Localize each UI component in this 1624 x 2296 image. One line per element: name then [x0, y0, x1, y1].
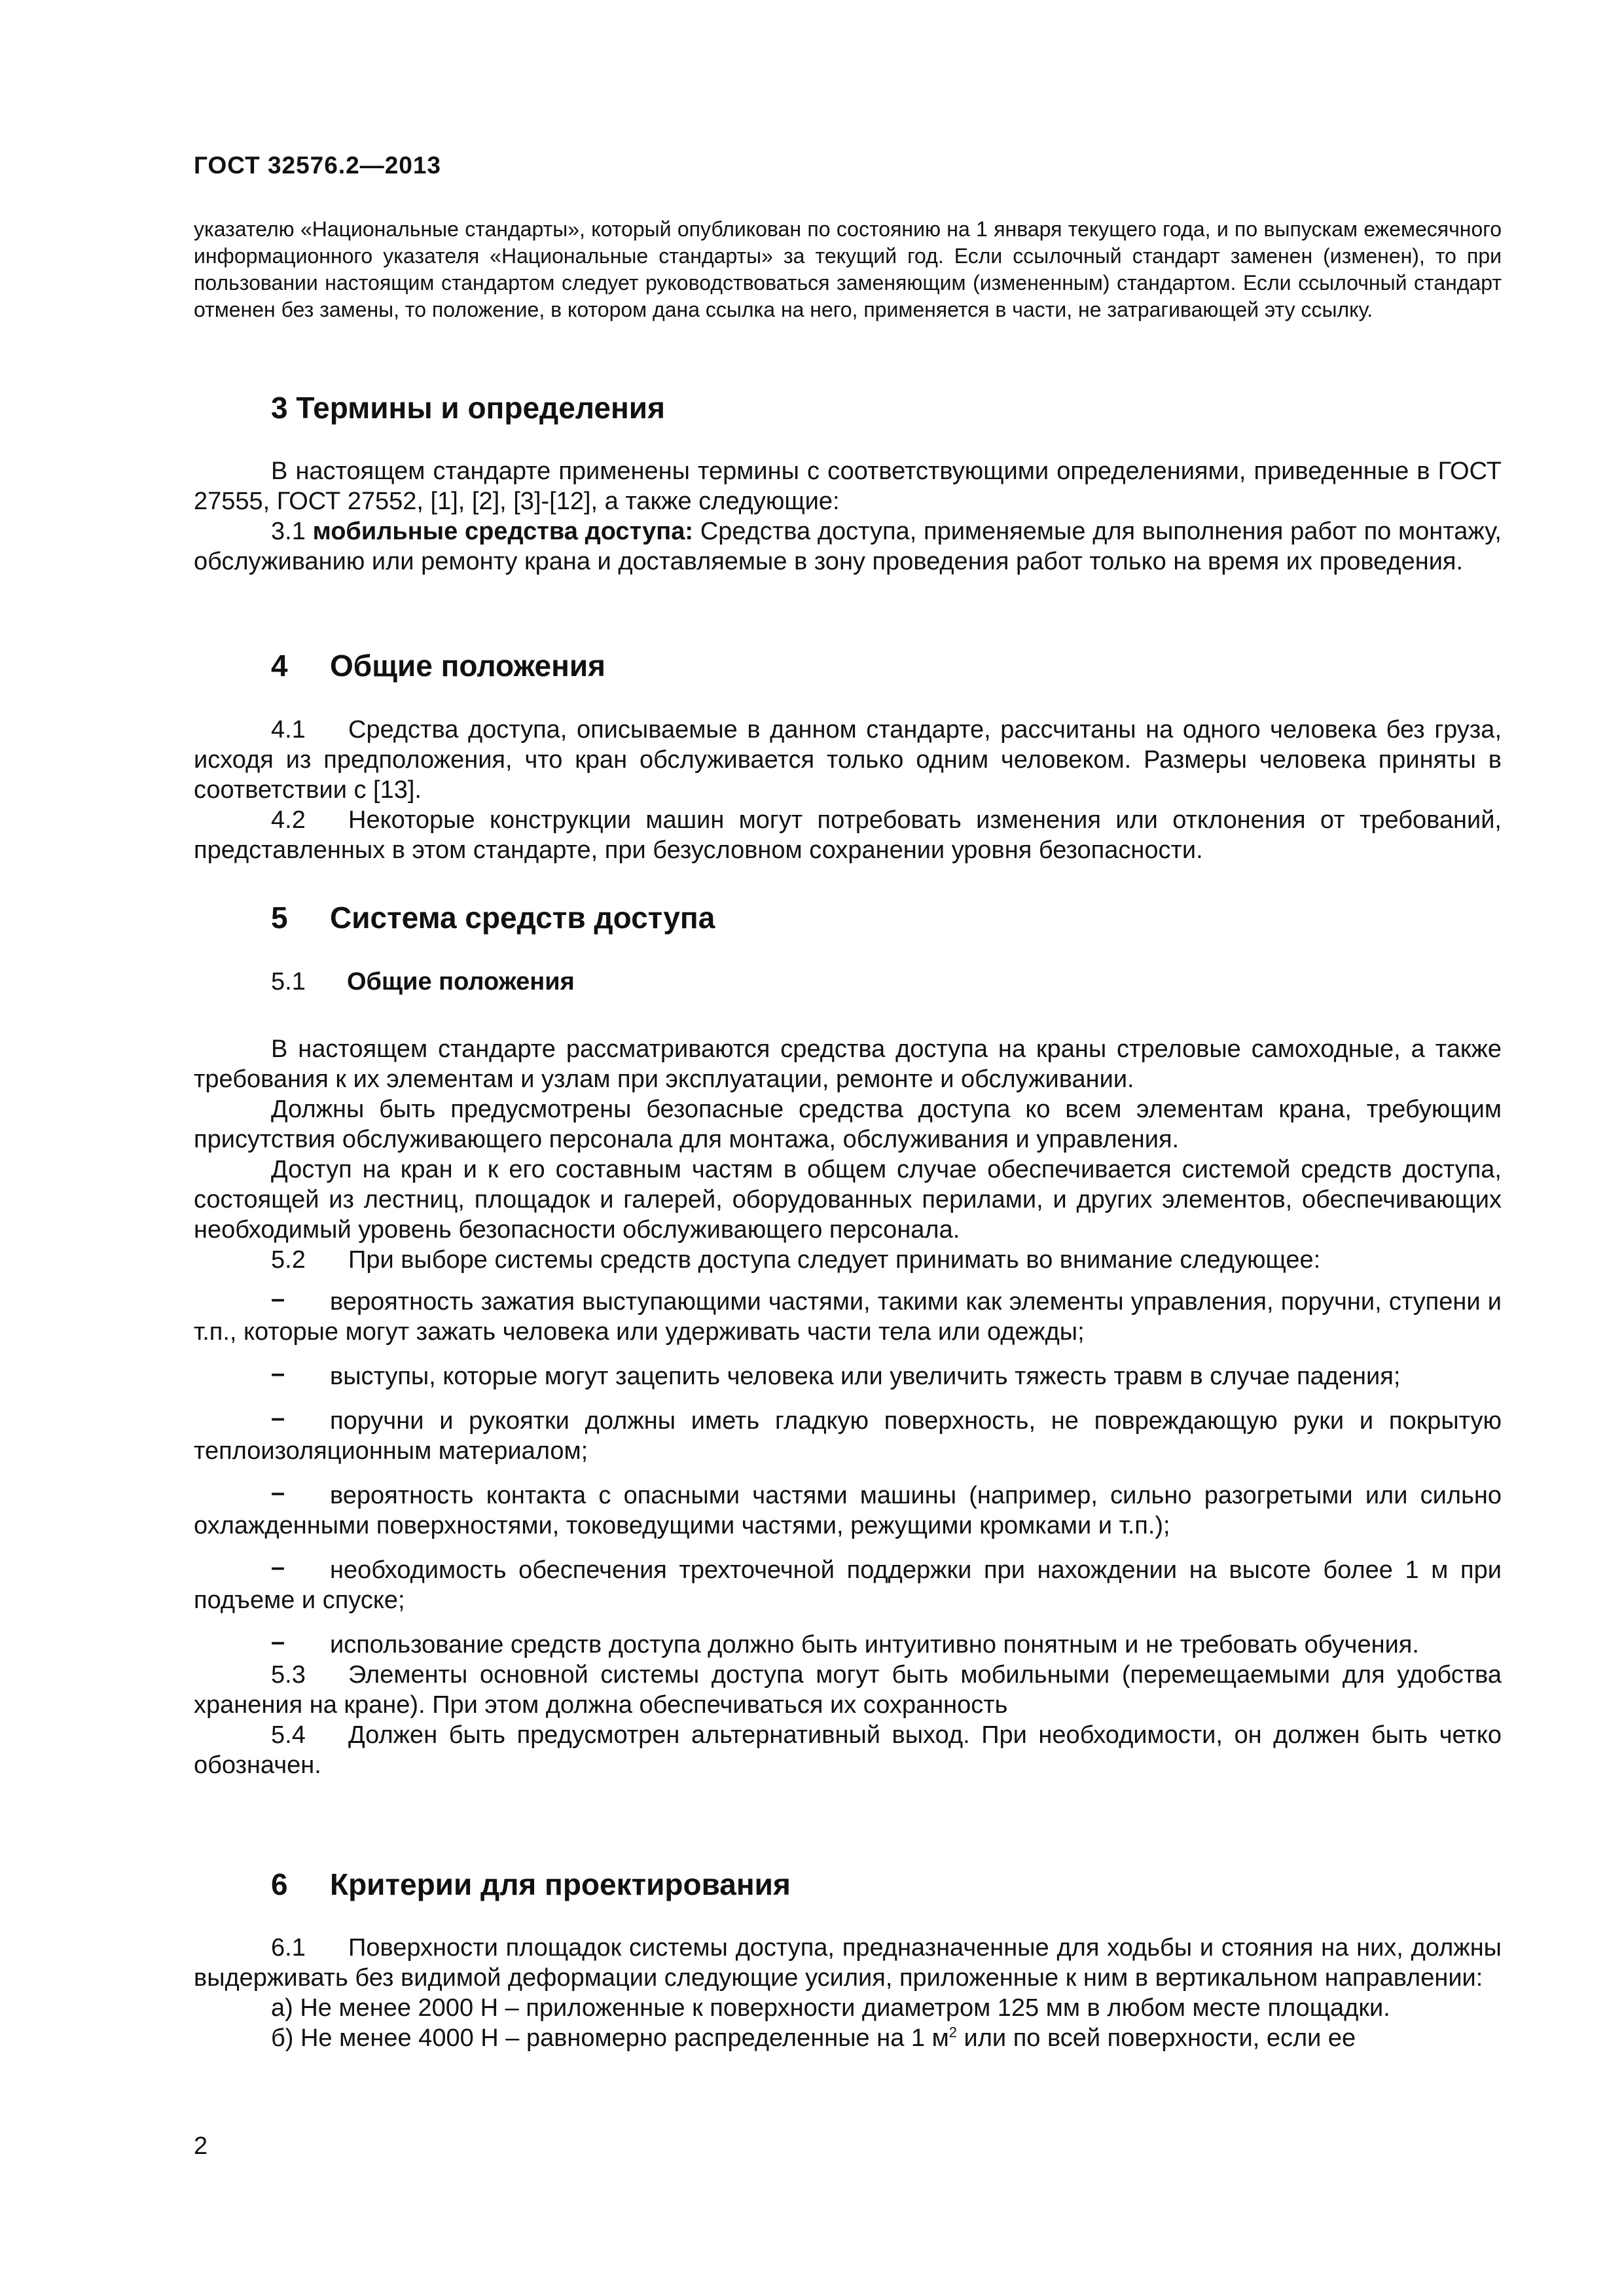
clause-text: Поверхности площадок системы доступа, предназначенные для ходьбы и стояния на них, должны выдерживать без видимой деформации следующие усилия, приложенные к ним в вертикальном направлении:	[194, 1934, 1502, 1992]
section-5-number: 5	[271, 901, 288, 935]
section-4-body	[194, 715, 1502, 865]
clause-text: При выборе системы средств доступа следует принимать во внимание следующее:	[348, 1246, 1321, 1274]
dash-marker: –	[271, 1285, 285, 1313]
item-b-text-end: или по всей поверхности, если ее	[956, 2024, 1356, 2052]
section-3-paragraph: В настоящем стандарте применены термины с соответствующими определениями, приведенные в ГОСТ 27555, ГОСТ 27552, [1], [2], [3]-[12], а также следующие:	[194, 457, 1502, 515]
dash-marker: –	[271, 1628, 285, 1656]
dash-marker: –	[271, 1405, 285, 1432]
clause-5-2	[194, 1245, 1502, 1275]
list-item-text: использование средств доступа должно быть интуитивно понятным и не требовать обучения.	[330, 1631, 1419, 1659]
list-item-text: выступы, которые могут зацепить человека или увеличить тяжесть травм в случае падения;	[330, 1363, 1401, 1390]
section-6-title: Критерии для проектирования	[330, 1867, 791, 1901]
clause-text: Некоторые конструкции машин могут потребовать изменения или отклонения от требований, представленных в этом стандарте, при безусловном сохранении уровня безопасности.	[194, 806, 1502, 864]
list-item	[194, 1480, 1502, 1541]
list-item-text: поручни и рукоятки должны иметь гладкую поверхность, не повреждающую руки и покрытую теплоизоляционным материалом;	[194, 1407, 1502, 1465]
clause-5-4	[194, 1720, 1502, 1780]
clause-5-3	[194, 1660, 1502, 1720]
section-5-title: Система средств доступа	[330, 901, 715, 935]
section-4-number: 4	[271, 649, 288, 683]
list-item-b	[194, 2023, 1502, 2053]
list-item	[194, 1287, 1502, 1347]
clause-4-2	[194, 805, 1502, 865]
section-5-paragraph: Должны быть предусмотрены безопасные средства доступа ко всем элементам крана, требующим присутствия обслуживающего персонала для монтажа, обслуживания и управления.	[194, 1096, 1502, 1153]
document-code-header: ГОСТ 32576.2—2013	[194, 152, 442, 179]
section-3-heading: 3 Термины и определения	[271, 391, 665, 425]
clause-text: Средства доступа, описываемые в данном стандарте, рассчитаны на одного человека без груза, исходя из предположения, что кран обслуживается только одним человеком. Размеры человека приняты в соответствии с [13].	[194, 716, 1502, 804]
section-5-paragraph: Доступ на кран и к его составным частям в общем случае обеспечивается системой средств доступа, состоящей из лестниц, площадок и галерей, оборудованных перилами, и других элементов, обеспечивающих необходимый уровень безопасности обслуживающего персонала.	[194, 1156, 1502, 1244]
dash-marker: –	[271, 1554, 285, 1581]
section-3-body	[194, 456, 1502, 577]
clause-number: 5.2	[271, 1246, 306, 1274]
section-4-title: Общие положения	[330, 649, 605, 683]
list-item	[194, 1406, 1502, 1466]
clause-number: 4.2	[271, 806, 306, 834]
clause-text: Элементы основной системы доступа могут быть мобильными (перемещаемыми для удобства хранения на кране). При этом должна обеспечиваться их сохранность	[194, 1661, 1502, 1719]
list-item	[194, 1630, 1502, 1660]
section-5-heading	[271, 900, 715, 935]
section-5-paragraph: В настоящем стандарте рассматриваются средства доступа на краны стреловые самоходные, а также требования к их элементам и узлам при эксплуатации, ремонте и обслуживании.	[194, 1035, 1502, 1093]
section-5-body	[194, 1034, 1502, 1780]
list-item-text: вероятность зажатия выступающими частями, такими как элементы управления, поручни, ступени и т.п., которые могут зажать человека или удерживать части тела или одежды;	[194, 1288, 1502, 1346]
section-6-heading	[271, 1867, 791, 1902]
list-item	[194, 1555, 1502, 1615]
list-item	[194, 1361, 1502, 1391]
clause-6-1	[194, 1933, 1502, 1993]
section-6-body	[194, 1933, 1502, 2053]
section-4-heading	[271, 648, 605, 683]
list-item-text: необходимость обеспечения трехточечной поддержки при нахождении на высоте более 1 м при подъеме и спуске;	[194, 1556, 1502, 1614]
clause-number: 6.1	[271, 1934, 306, 1962]
subsection-number: 5.1	[271, 968, 306, 996]
term-3-1	[194, 516, 1502, 577]
clause-text: Должен быть предусмотрен альтернативный выход. При необходимости, он должен быть четко обозначен.	[194, 1721, 1502, 1779]
section-6-number: 6	[271, 1867, 288, 1901]
clause-number: 4.1	[271, 716, 306, 744]
intro-paragraph: указателю «Национальные стандарты», который опубликован по состоянию на 1 января текущего года, и по выпускам ежемесячного информационного указателя «Национальные стандарты» за текущий год. Если ссылочный стандарт заменен (изменен), то при пользовании настоящим стандартом следует руководствоваться заменяющим (измененным) стандартом. Если ссылочный стандарт отменен без замены, то положение, в котором дана ссылка на него, применяется в части, не затрагивающей эту ссылку.	[194, 217, 1502, 321]
clause-4-1	[194, 715, 1502, 805]
dash-marker: –	[271, 1479, 285, 1507]
page-number: 2	[194, 2132, 208, 2160]
term-number: 3.1	[271, 518, 306, 545]
clause-number: 5.4	[271, 1721, 306, 1749]
term-name: мобильные средства доступа:	[312, 518, 693, 545]
list-item-text: вероятность контакта с опасными частями машины (например, сильно разогретыми или сильно охлажденными поверхностями, токоведущими частями, режущими кромками и т.п.);	[194, 1482, 1502, 1539]
dash-marker: –	[271, 1360, 285, 1388]
list-item-a: а) Не менее 2000 Н – приложенные к поверхности диаметром 125 мм в любом месте площадки.	[271, 1994, 1390, 2022]
clause-number: 5.3	[271, 1661, 306, 1689]
subsection-title: Общие положения	[347, 968, 575, 996]
term-definition: Средства доступа, применяемые для выполнения работ по монтажу, обслуживанию или ремонту крана и доставляемые в зону проведения работ только на время их проведения.	[194, 518, 1502, 575]
subsection-5-1-heading	[271, 968, 575, 996]
superscript-2: 2	[948, 2024, 957, 2041]
item-b-text: б) Не менее 4000 Н – равномерно распределенные на 1 м	[271, 2024, 949, 2052]
